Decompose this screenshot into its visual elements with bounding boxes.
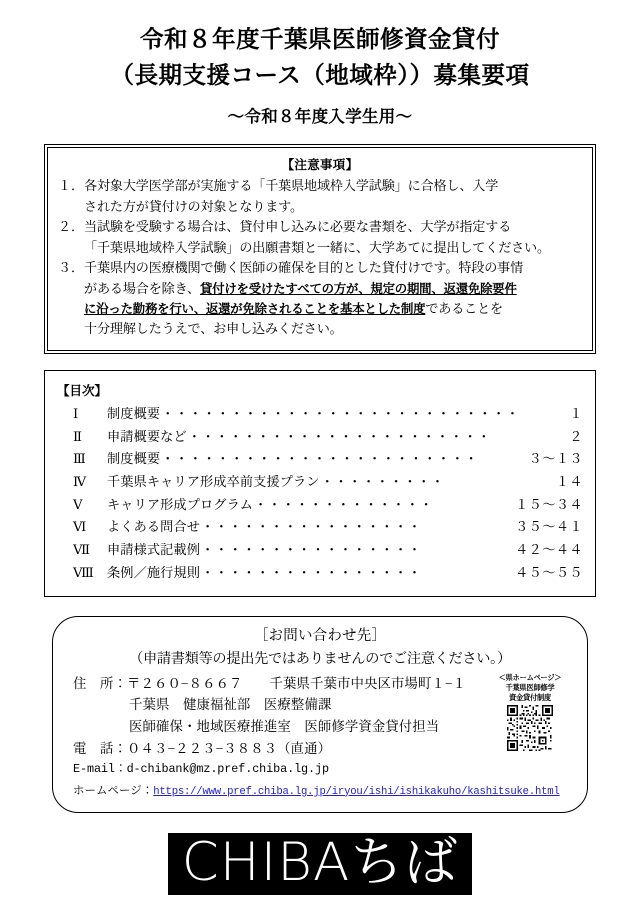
- notice-item-2: [58, 217, 582, 258]
- notice-item-1-line-1: 各対象大学医学部が実施する「千葉県地域枠入学試験」に合格し、入学: [84, 178, 499, 194]
- notice-item-3-line-4: 十分理解したうえで、お申し込みください。: [84, 321, 343, 337]
- chiba-logo-text: CHIBAちば: [181, 831, 459, 893]
- qr-caption-line-3: 資金貸付制度: [509, 693, 551, 703]
- notice-item-1: [58, 176, 582, 217]
- table-of-contents: [44, 370, 596, 598]
- notice-item-3-number: ３．: [58, 260, 84, 276]
- contact-email-row: [73, 760, 567, 779]
- notice-item-3: [58, 258, 582, 340]
- toc-page-number: ３〜１３: [528, 451, 583, 467]
- notice-item-3-line-2-plain: がある場合を除き、: [84, 280, 200, 296]
- toc-row[interactable]: [57, 494, 583, 517]
- page-title: [0, 0, 640, 127]
- contact-tel-label: 電 話：: [73, 740, 127, 756]
- toc-row[interactable]: [57, 426, 583, 449]
- toc-label: 千葉県キャリア形成卒前支援プラン: [107, 473, 320, 489]
- toc-page-number: ３５〜４１: [515, 519, 583, 535]
- toc-row[interactable]: [57, 539, 583, 562]
- notice-item-3-line-3-plain: であることを: [425, 300, 504, 316]
- toc-leader-dots: ・・・・・・・・・: [320, 473, 445, 489]
- contact-homepage-label: ホームページ：: [73, 784, 154, 797]
- toc-page-number: １４: [555, 473, 583, 489]
- contact-email-value[interactable]: d-chibank@mz.pref.chiba.lg.jp: [126, 761, 329, 776]
- title-line-1: 令和８年度千葉県医師修資金貸付: [140, 25, 500, 53]
- notice-item-1-text: [84, 176, 582, 217]
- toc-leader-dots: ・・・・・・・・・・・・・: [254, 496, 434, 512]
- toc-page-number: １: [569, 405, 583, 421]
- contact-tel-value: ０４３−２２３−３８８３（直通）: [126, 740, 332, 756]
- toc-leader-dots: ・・・・・・・・・・・・・・・・・・・・・・・・・・: [161, 405, 520, 421]
- toc-leader-dots: ・・・・・・・・・・・・・・・・: [201, 542, 422, 558]
- toc-row[interactable]: [57, 448, 583, 471]
- notice-item-3-text: [84, 258, 582, 340]
- qr-code-icon[interactable]: [507, 705, 553, 751]
- notice-box-inner: [47, 147, 593, 350]
- notice-item-2-text: [84, 217, 582, 258]
- notice-item-3-line-2: [84, 279, 582, 299]
- toc-row[interactable]: [57, 562, 583, 585]
- notice-item-3-line-1: 千葉県内の医療機関で働く医師の確保を目的とした貸付けです。特段の事情: [84, 260, 524, 276]
- toc-label: 申請様式記載例: [107, 542, 201, 558]
- notice-item-2-line-1: 当試験を受験する場合は、貸付申し込みに必要な書類を、大学が指定する: [84, 219, 512, 235]
- contact-homepage-row: [73, 779, 567, 801]
- toc-page-number: ２: [569, 428, 583, 444]
- contact-email-label: E-mail：: [73, 761, 127, 776]
- notice-item-3-line-3-emphasis: に沿った勤務を行い、返還が免除されることを基本とした制度: [84, 300, 426, 316]
- notice-item-3-line-3: [84, 299, 582, 319]
- notice-heading: 【注意事項】: [281, 157, 359, 173]
- notice-item-1-number: １．: [58, 178, 84, 194]
- qr-code-block: [487, 673, 573, 751]
- toc-leader-dots: ・・・・・・・・・・・・・・・・・・・・・・: [187, 428, 492, 444]
- notice-item-3-line-2-emphasis: 貸付けを受けたすべての方が、規定の期間、返還免除要件: [199, 280, 517, 296]
- contact-address-line-2: 千葉県 健康福祉部 医療整備課: [129, 697, 332, 713]
- toc-numeral: Ⅱ: [73, 428, 83, 444]
- contact-box: [52, 616, 588, 812]
- contact-address-line-3: 医師確保・地域医療推進室 医師修学資金貸付担当: [129, 719, 440, 735]
- notice-item-2-number: ２．: [58, 219, 84, 235]
- toc-numeral: Ⅶ: [73, 542, 91, 558]
- toc-numeral: Ⅷ: [73, 564, 94, 580]
- contact-title: ［お問い合わせ先］: [253, 628, 387, 645]
- title-line-2: （長期支援コース（地域枠））募集要項: [110, 60, 530, 89]
- toc-heading: 【目次】: [57, 382, 108, 398]
- toc-label: キャリア形成プログラム: [107, 496, 254, 512]
- contact-subtitle: （申請書類等の提出先ではありませんのでご注意ください。）: [129, 651, 511, 668]
- toc-label: 制度概要: [107, 451, 161, 467]
- toc-row[interactable]: [57, 403, 583, 426]
- toc-row[interactable]: [57, 516, 583, 539]
- chiba-logo-box: [168, 833, 472, 895]
- notice-box: [44, 144, 596, 353]
- toc-numeral: Ⅴ: [73, 496, 83, 512]
- toc-numeral: Ⅵ: [73, 519, 87, 535]
- chiba-logo: [0, 833, 640, 895]
- notice-item-1-line-2: された方が貸付けの対象となります。: [84, 198, 303, 214]
- toc-numeral: Ⅰ: [73, 405, 79, 421]
- toc-page-number: ４５〜５５: [515, 564, 583, 580]
- toc-numeral: Ⅲ: [73, 451, 86, 467]
- toc-leader-dots: ・・・・・・・・・・・・・・・・・・・・・・・: [161, 451, 479, 467]
- toc-page-number: １５〜３４: [515, 496, 583, 512]
- qr-caption-line-2: 千葉県医師修学: [505, 683, 555, 693]
- contact-address-line-1: 〒２６０−８６６７ 千葉県千葉市中央区市場町１−１: [126, 675, 467, 691]
- toc-numeral: Ⅳ: [73, 473, 87, 489]
- toc-label: 制度概要: [107, 405, 161, 421]
- notice-item-2-line-2: 「千葉県地域枠入学試験」の出願書類と一緒に、大学あてに提出してください。: [84, 239, 550, 255]
- toc-leader-dots: ・・・・・・・・・・・・・・・・: [201, 564, 422, 580]
- qr-caption-line-1: ＜県ホームページ＞: [498, 673, 562, 683]
- contact-homepage-link[interactable]: https://www.pref.chiba.lg.jp/iryou/ishi/ishikakuho/kashitsuke.html: [153, 785, 560, 798]
- contact-address-label: 住 所：: [73, 675, 127, 691]
- toc-label: 条例／施行規則: [107, 564, 201, 580]
- toc-label: よくある問合せ: [107, 519, 201, 535]
- toc-label: 申請概要など: [107, 428, 187, 444]
- title-subtitle: 〜令和８年度入学生用〜: [227, 107, 413, 127]
- toc-row[interactable]: [57, 471, 583, 494]
- toc-page-number: ４２〜４４: [515, 542, 583, 558]
- toc-leader-dots: ・・・・・・・・・・・・・・・・: [201, 519, 422, 535]
